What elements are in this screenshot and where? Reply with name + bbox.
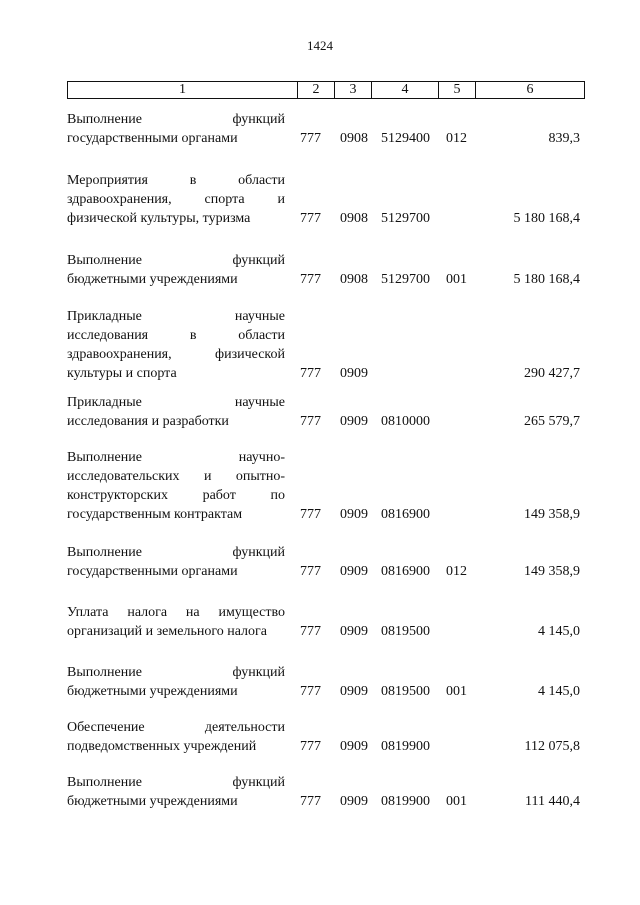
row-name [67,171,285,228]
row-name [67,663,285,701]
row-name [67,773,285,811]
cell-c2: 777 [300,272,321,287]
cell-c6: 112 075,8 [524,739,580,754]
cell-c6: 5 180 168,4 [513,272,580,287]
cell-c3: 0908 [340,272,368,287]
cell-c4: 0816900 [381,507,430,522]
cell-c2: 777 [300,414,321,429]
cell-c5: 001 [446,684,467,699]
row-name-line: исследования и разработки [67,414,229,429]
cell-c4: 0819900 [381,739,430,754]
row-name-line: подведомственных учреждений [67,739,257,754]
cell-c3: 0909 [340,414,368,429]
header-col-4: 4 [371,82,438,98]
row-name-line: Выполнение функций [67,253,285,268]
row-name-line: Выполнение функций [67,112,285,127]
cell-c4: 5129700 [381,272,430,287]
row-name-line: здравоохранения, спорта и [67,192,285,207]
cell-c2: 777 [300,507,321,522]
row-name-line: организаций и земельного налога [67,624,267,639]
cell-c3: 0909 [340,564,368,579]
row-name [67,448,285,524]
row-name [67,110,285,148]
row-name-line: исследования в области [67,328,285,343]
cell-c5: 001 [446,272,467,287]
row-name-line: здравоохранения, физической [67,347,285,362]
row-name-line: бюджетными учреждениями [67,684,238,699]
cell-c2: 777 [300,131,321,146]
cell-c3: 0908 [340,211,368,226]
cell-c2: 777 [300,684,321,699]
cell-c6: 839,3 [548,131,580,146]
cell-c6: 5 180 168,4 [513,211,580,226]
header-col-3: 3 [334,82,371,98]
cell-c6: 149 358,9 [524,564,580,579]
row-name [67,393,285,431]
cell-c3: 0908 [340,131,368,146]
row-name [67,251,285,289]
header-col-2: 2 [297,82,334,98]
row-name-line: Выполнение функций [67,775,285,790]
row-name-line: государственными органами [67,564,238,579]
row-name-line: физической культуры, туризма [67,211,251,226]
cell-c2: 777 [300,211,321,226]
cell-c5: 012 [446,564,467,579]
row-name-line: Уплата налога на имущество [67,605,285,620]
row-name-line: культуры и спорта [67,366,177,381]
row-name-line: Обеспечение деятельности [67,720,285,735]
cell-c2: 777 [300,739,321,754]
cell-c6: 265 579,7 [524,414,580,429]
table-header [67,81,585,99]
cell-c2: 777 [300,564,321,579]
row-name-line: Прикладные научные [67,395,285,410]
cell-c2: 777 [300,794,321,809]
row-name-line: государственными органами [67,131,238,146]
row-name-line: исследовательских и опытно- [67,469,285,484]
row-name-line: Выполнение функций [67,665,285,680]
row-name-line: бюджетными учреждениями [67,794,238,809]
header-col-1: 1 [179,82,186,97]
cell-c4: 0819500 [381,684,430,699]
page-number: 1424 [307,38,333,53]
cell-c4: 5129700 [381,211,430,226]
cell-c2: 777 [300,366,321,381]
cell-c5: 012 [446,131,467,146]
cell-c6: 4 145,0 [538,624,580,639]
row-name [67,307,285,383]
row-name-line: Мероприятия в области [67,173,285,188]
header-col-5: 5 [438,82,475,98]
cell-c3: 0909 [340,507,368,522]
row-name-line: Прикладные научные [67,309,285,324]
cell-c6: 4 145,0 [538,684,580,699]
cell-c3: 0909 [340,366,368,381]
cell-c4: 0816900 [381,564,430,579]
cell-c4: 0819900 [381,794,430,809]
row-name-line: конструкторских работ по [67,488,285,503]
cell-c6: 149 358,9 [524,507,580,522]
row-name [67,603,285,641]
cell-c3: 0909 [340,739,368,754]
header-col-6: 6 [475,82,584,98]
cell-c6: 111 440,4 [525,794,580,809]
cell-c3: 0909 [340,684,368,699]
row-name-line: Выполнение научно- [67,450,285,465]
cell-c5: 001 [446,794,467,809]
row-name-line: бюджетными учреждениями [67,272,238,287]
row-name-line: Выполнение функций [67,545,285,560]
cell-c2: 777 [300,624,321,639]
cell-c3: 0909 [340,624,368,639]
row-name [67,718,285,756]
cell-c3: 0909 [340,794,368,809]
row-name-line: государственным контрактам [67,507,243,522]
row-name [67,543,285,581]
cell-c6: 290 427,7 [524,366,580,381]
cell-c4: 0819500 [381,624,430,639]
cell-c4: 0810000 [381,414,430,429]
cell-c4: 5129400 [381,131,430,146]
